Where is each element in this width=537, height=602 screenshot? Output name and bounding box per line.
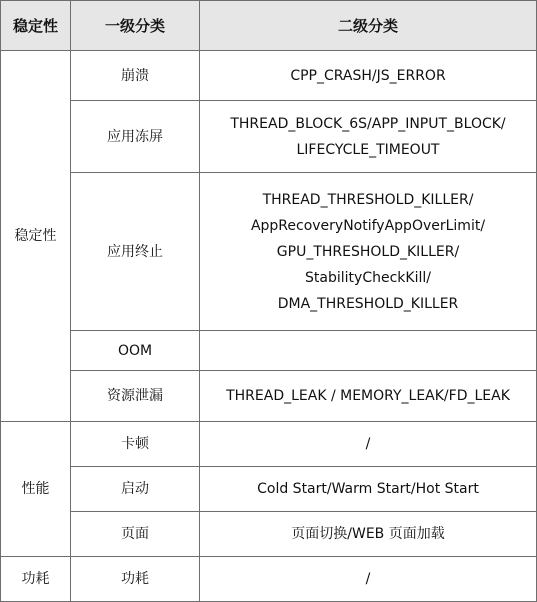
secondary-line: Cold Start/Warm Start/Hot Start bbox=[257, 481, 479, 497]
secondary-cell-empty bbox=[200, 331, 537, 371]
secondary-line: LIFECYCLE_TIMEOUT bbox=[296, 141, 440, 158]
secondary-line: CPP_CRASH/JS_ERROR bbox=[290, 67, 446, 84]
header-cell-category: 稳定性 bbox=[1, 1, 71, 51]
group-cell-power: 功耗 bbox=[1, 557, 71, 602]
secondary-line: THREAD_THRESHOLD_KILLER/ bbox=[262, 191, 474, 208]
primary-cell: OOM bbox=[71, 331, 200, 371]
secondary-cell bbox=[200, 51, 537, 101]
secondary-line: / bbox=[365, 436, 371, 452]
secondary-cell bbox=[200, 101, 537, 173]
table-row bbox=[1, 371, 537, 422]
table-row bbox=[1, 512, 537, 557]
secondary-cell bbox=[200, 467, 537, 512]
secondary-line: GPU_THRESHOLD_KILLER/ bbox=[276, 243, 460, 260]
secondary-cell bbox=[200, 422, 537, 467]
table-row bbox=[1, 467, 537, 512]
secondary-cell bbox=[200, 557, 537, 602]
header-cell-secondary: 二级分类 bbox=[200, 1, 537, 51]
secondary-line: THREAD_BLOCK_6S/APP_INPUT_BLOCK/ bbox=[230, 115, 506, 132]
table-row bbox=[1, 51, 537, 101]
primary-cell: 卡顿 bbox=[71, 422, 200, 467]
primary-cell: 应用冻屏 bbox=[71, 101, 200, 173]
primary-cell: 页面 bbox=[71, 512, 200, 557]
secondary-cell bbox=[200, 512, 537, 557]
secondary-line: THREAD_LEAK / MEMORY_LEAK/FD_LEAK bbox=[226, 388, 510, 404]
primary-cell: 功耗 bbox=[71, 557, 200, 602]
table-row bbox=[1, 422, 537, 467]
secondary-line: DMA_THRESHOLD_KILLER bbox=[277, 295, 459, 312]
primary-cell: 崩溃 bbox=[71, 51, 200, 101]
group-cell-stability: 稳定性 bbox=[1, 51, 71, 422]
table-row bbox=[1, 101, 537, 173]
table-row bbox=[1, 557, 537, 602]
group-cell-performance: 性能 bbox=[1, 422, 71, 557]
primary-cell: 启动 bbox=[71, 467, 200, 512]
header-cell-primary: 一级分类 bbox=[71, 1, 200, 51]
secondary-line: / bbox=[365, 571, 371, 587]
primary-cell: 应用终止 bbox=[71, 173, 200, 331]
secondary-cell bbox=[200, 371, 537, 422]
secondary-cell bbox=[200, 173, 537, 331]
table-row bbox=[1, 173, 537, 331]
secondary-line: AppRecoveryNotifyAppOverLimit/ bbox=[250, 217, 486, 234]
table-row bbox=[1, 331, 537, 371]
secondary-line: StabilityCheckKill/ bbox=[305, 269, 431, 286]
header-row bbox=[1, 1, 537, 51]
secondary-line: 页面切换/WEB 页面加载 bbox=[291, 526, 445, 542]
primary-cell: 资源泄漏 bbox=[71, 371, 200, 422]
